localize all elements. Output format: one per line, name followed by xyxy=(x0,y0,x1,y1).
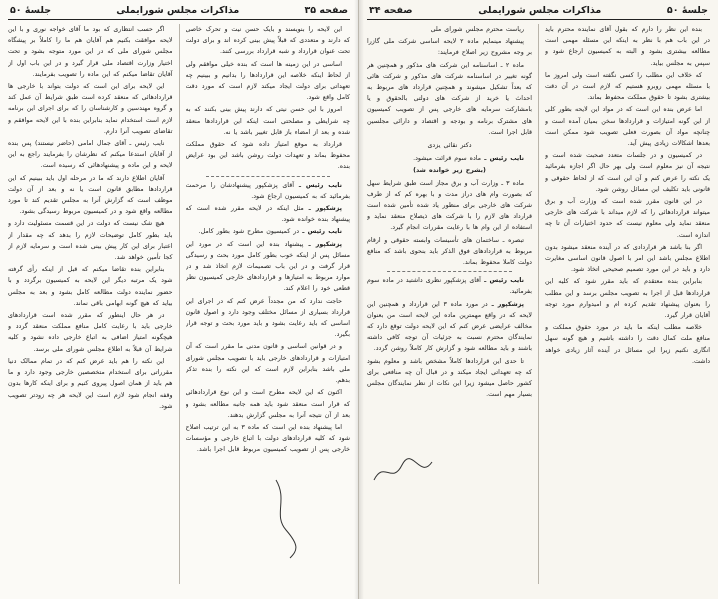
paragraph xyxy=(545,150,710,195)
paragraph-text: تبصره ـ ساختمان های تأسیسات وابسته حقوقی و ارقام مربوط به قراردادهای فوق الذکر باید بنحوی باشد که منافع دولت کاملا محفوظ بماند. xyxy=(367,236,532,267)
paragraph xyxy=(186,226,351,237)
speaker-name: پزشکپور ـ xyxy=(487,300,524,308)
paragraph xyxy=(545,104,710,149)
paragraph-text: اما عرض بنده این است که در مواد این لایحه بطور کلی از این گونه امتیازات و قراردادها سخن بمیان آمده است و چنانچه مواد آن بصورت فعلی تصویب شود ممکن است بعدها اشکالات زیادی پیش آید. xyxy=(545,106,710,148)
paragraph-text: در کمیسیون مطرح شود بطور کامل. xyxy=(198,228,300,236)
book-gutter-shadow xyxy=(354,0,364,599)
paragraph xyxy=(8,310,173,355)
paragraph-text: آقای پزشکپور پیشنهادشان را مرحمت بفرمائید که به کمیسیون ارجاع شود. xyxy=(185,181,350,200)
paragraph xyxy=(8,173,173,218)
paragraph xyxy=(545,322,710,367)
paragraph xyxy=(545,70,710,104)
paragraph xyxy=(186,104,351,138)
paragraph xyxy=(186,296,351,341)
page-header xyxy=(367,4,710,20)
stage-note xyxy=(367,165,532,176)
paragraph-text: نایب رئیس ـ آقای جمال امامی (حاضر نیستند) پس بنده از آقایان استدعا میکنم که نظرشان را بفرمایند راجع به این لایحه و این ماده و پیشنهادهائی که رسیده است. xyxy=(8,140,173,170)
paragraph xyxy=(8,138,173,172)
paragraph-text: که خلاف این مطلب را کسی نگفته است ولی امروز ما با مسئله مهمی روبرو هستیم که لازم است در آن دقت بیشتری بشود تا حقوق مملکت محفوظ بماند. xyxy=(545,71,710,102)
paragraph-text: در هر حال اینطور که مقرر شده است قراردادهای خارجی باید با رعایت کامل منافع مملکت منعقد گردد و هیچگونه امتیاز اضافی به اتباع خارجی داده نشود و کلیه شرایط آن قبلاً به اطلاع مجلس شورای ملی برسد. xyxy=(8,312,173,353)
speaker-name: نایب رئیس ـ xyxy=(481,155,524,163)
paragraph xyxy=(186,139,351,173)
paragraph xyxy=(186,239,351,295)
paragraph xyxy=(8,24,173,80)
paragraph-text: امروز با این حسن نیتی که دارند پیش بینی بکنند که به چه شرایطی و مصلحتی است اینکه این قراردادها منعقد شده و بعد از امضاء باز قابل تغییر باشد یا نه. xyxy=(185,106,350,136)
paragraph-text: پیشنهاد مینمایم ماده ۲ لایحه اساسی شرکت ملی گازرا بر وجه مشروح زیر اصلاح فرمایند: xyxy=(367,38,532,57)
paragraph xyxy=(545,242,710,276)
paragraph xyxy=(545,24,710,69)
paragraph-text: این نکته را هم باید عرض کنم که در تمام ممالک دنیا مقرراتی برای استخدام متخصصین خارجی وجود دارد و ما هم باید از همان اصول پیروی کنیم و برای اینکه کارها بدون وقفه انجام شود لازم است این لایحه هر چه زودتر تصویب شود. xyxy=(8,357,173,410)
page-34 xyxy=(359,0,718,599)
paragraph-text: اگر حسب انتظاری که بود ما آقای خواجه نوری و با این لایحه موافقت بکنیم هم آقایان هم ما را کاملاً بر پیشگاه مجلس شورای ملی که در این مورد متوجه بشود و تحت اختیار وزارت اقتصاد ملی قرار گیرد و در این باب اول از آقایان تقاضا میکنم که این ماده را تصویب بفرمایند. xyxy=(8,26,173,78)
paragraph-text: (بشرح زیر خوانده شد) xyxy=(413,167,486,175)
paragraph xyxy=(367,235,532,269)
paragraph-text: در کمیسیون و در جلسات متعدد صحبت شده است و نتیجه آن نیز معلوم است ولی بهر حال اگر اجازه بفرمائید یک نکته را عرض کنم و آن این است که از لحاظ حقوقی و قانونی باید تکلیف این مسائل روشن شود. xyxy=(545,152,710,193)
paragraph xyxy=(367,275,532,297)
paragraph xyxy=(8,81,173,137)
text-column-right xyxy=(367,24,532,584)
paragraph-text: این لایحه برای این است که دولت بتواند با خارجی ها قراردادهائی که منعقد کرده است طبق شرایط آن عمل کند و گروه مهندسین و کارشناسان را که برای اجرای این برنامه لازم است استخدام نماید بنابراین بنده با این لایحه موافقم و تقاضای تصویب آنرا دارم. xyxy=(8,83,173,135)
text-columns xyxy=(367,24,710,584)
speaker-name: نایب رئیس ـ xyxy=(294,181,342,189)
text-column-left xyxy=(545,24,710,584)
paragraph xyxy=(545,276,710,321)
paragraph-text: بنده این نظر را دارم که بقول آقای نماینده محترم باید در این باب هم با نظر به اینکه این مسئله مهمی است مطالعه بیشتری بشود و البته به کمیسیون ارجاع شود و سپس به مجلس بیاید. xyxy=(545,26,710,67)
section-rule xyxy=(206,176,331,177)
paragraph-text: ماده ۳ ـ وزارت آب و برق مجاز است طبق شرایط سهل که بصورت وام های دراز مدت و با بهره کم که از طرف شرکت های خارجی برای منظور یاد شده تأمین شده است قرارداد های لازم را با شرکت های ذیصلاح منعقد نماید و استفاده از این وام ها با رعایت مقررات انجام گیرد. xyxy=(367,179,532,232)
paragraph xyxy=(8,356,173,412)
text-columns xyxy=(8,24,350,584)
signature-name xyxy=(367,140,532,151)
speaker-name: پزشکپور ـ xyxy=(303,205,342,213)
paragraph-text: این لایحه را بنویسند و بایک حسن نیت و تحرک خاصی که دارند و متعددی که قبلاً پیش بینی کرده اند و برای دولت تحت عنوان قرارداد و شبه قرارداد بررسی کنند. xyxy=(185,26,350,56)
paragraph xyxy=(186,180,351,202)
paragraph xyxy=(367,36,532,58)
paragraph xyxy=(8,264,173,309)
paragraph-text: هیچ شک نیست که دولت در این قسمت مسئولیت دارد و باید بطور کامل توضیحات لازم را بدهد که چه مقدار از اعتبار برای این کار پیش بینی شده است و سرمایه لازم از کجا تأمین خواهد شد. xyxy=(8,220,173,262)
paragraph-text: حاجت ندارد که من مجدداً عرض کنم که در اجرای این قرارداد بسیاری از مسائل مختلف وجود دارد و اصول قانون اساسی که باید رعایت بشود و باید مورد بحث و توجه قرار بگیرد. xyxy=(185,297,350,339)
paragraph xyxy=(186,59,351,104)
paragraph-text: و در قوانین اساسی و قانون مدنی ما مقرر است که آن امتیازات و قراردادهای خارجی باید با تصویب مجلس شورای ملی باشد بنابراین لازم است که این نکته را بنده تذکر بدهم. xyxy=(185,343,350,385)
paragraph xyxy=(8,218,173,263)
speaker-name: نایب رئیس ـ xyxy=(299,228,342,236)
paragraph xyxy=(186,341,351,386)
paragraph-text: بنابراین بنده تقاضا میکنم که قبل از اینکه رأی گرفته شود یک مرتبه دیگر این لایحه به کمیسیون برگردد و با حضور نماینده دولت مطالعه کامل بشود و بعد به مجلس بیاید که هیچ گونه ابهامی باقی نماند. xyxy=(8,266,173,307)
paragraph xyxy=(367,153,532,164)
paragraph xyxy=(367,356,532,401)
text-column-right xyxy=(8,24,173,584)
speaker-name: نایب رئیس ـ xyxy=(480,277,524,285)
paragraph xyxy=(545,196,710,241)
paragraph-text: تا حدی این قراردادها کاملاً مشخص باشد و معلوم بشود که چه تعهداتی ایجاد میکند و در قبال آن چه منافعی برای کشور حاصل میشود زیرا این نکات از نظر نمایندگان مجلس بسیار مهم است. xyxy=(367,357,532,399)
paragraph xyxy=(186,387,351,421)
paragraph-text: اگر بنا باشد هر قراردادی که در آینده منعقد میشود بدون اطلاع مجلس باشد این امر با اصول قانون اساسی مغایرت دارد و باید در این مورد تصمیم صحیحی اتخاذ شود. xyxy=(545,243,710,274)
paragraph xyxy=(367,178,532,234)
paragraph-text: دکتر نقائی یزدی xyxy=(427,142,472,150)
section-rule xyxy=(387,271,512,272)
paragraph xyxy=(367,24,532,35)
paragraph xyxy=(186,203,351,225)
paragraph-text: اکنون که این لایحه مطرح است و این نوع قراردادهائی که قرار است منعقد شود باید همه جانبه مطالعه بشود و بعد از آن نتیجه آنرا به مجلس گزارش بدهند. xyxy=(185,389,350,419)
session-number: جلسهٔ ۵۰ xyxy=(10,5,52,16)
paragraph-text: اما پیشنهاد بنده این است که ماده ۳ به این ترتیب اصلاح شود که کلیه قراردادهای دولت با اتباع خارجی و مؤسسات خارجی پس از تصویب کمیسیون مربوط قابل اجرا باشد. xyxy=(185,423,350,454)
paragraph xyxy=(367,60,532,138)
paragraph-text: خلاصه مطلب اینکه ما باید در مورد حقوق مملکت و منافع ملت کمال دقت را داشته باشیم و هیچ گونه سهل انگاری نکنیم زیرا این مسائل در آینده آثار زیادی خواهد داشت. xyxy=(545,324,710,365)
running-title: مذاکرات مجلس شورایملی xyxy=(116,5,240,16)
column-divider xyxy=(179,24,180,584)
text-column-left xyxy=(186,24,351,584)
paragraph-text: آقای پزشکپور نظری داشتید در ماده سوم بفرمائید. xyxy=(367,277,532,296)
paragraph-text: مثل اینکه در لایحه مقرر شده است که پیشنهاد بنده خوانده شود. xyxy=(185,205,350,224)
running-title: مذاکرات مجلس شورایملی xyxy=(478,5,602,16)
paragraph-text: آقایان اطلاع دارند که ما در مرحله اول باید ببینیم که این قراردادها مطابق قانون است یا نه و بعد از آن دولت موظف است که گزارش آنرا به مجلس تقدیم کند تا مورد مطالعه واقع شود و در کمیسیون مربوط رسیدگی بشود. xyxy=(8,174,173,216)
paragraph-text: ماده سوم قرائت میشود. xyxy=(413,155,482,163)
paragraph xyxy=(186,422,351,456)
paragraph-text: بنابراین بنده معتقدم که باید مقرر شود که کلیه این قراردادها قبل از اجرا به تصویب مجلس برسد و این مطلب را بعنوان پیشنهاد تقدیم کرده ام و امیدوارم مورد توجه آقایان قرار گیرد. xyxy=(545,278,710,320)
paragraph xyxy=(186,24,351,58)
paragraph-text: اساسی در این زمینه ها است که بنده خیلی موافقم ولی از لحاظ اینکه خلاصه این قراردادها را بدانیم و ببینیم چه تعهداتی برای دولت ایجاد میکند لازم است که مورد دقت کامل واقع شود. xyxy=(185,60,350,102)
page-number: صفحه ۳۴ xyxy=(369,5,413,16)
paragraph-text: ریاست محترم مجلس شورای ملی xyxy=(430,26,524,33)
speaker-name: پزشکپور ـ xyxy=(303,240,342,248)
paragraph-text: پیشنهاد بنده این است که در مورد این مسائل پس از اینکه خوب بطور کامل مورد بحث و رسیدگی قرار گرفت و در این باب تصمیمات لازم اتخاذ شد و در موارد مربوط به امتیازها و قراردادهای خارجی کمیسیون نظر قطعی خود را اعلام کند. xyxy=(185,240,350,293)
session-number: جلسهٔ ۵۰ xyxy=(666,5,708,16)
paragraph xyxy=(367,299,532,355)
paragraph-text: در مورد ماده ۳ این قرارداد و همچنین این لایحه که در واقع مهمترین ماده این لایحه است من بعنوان مخالف عرایضی عرض کنم که این لایحه دولت توقع دارد که نمایندگان محترم نسبت به جزئیات آن توجه کافی داشته باشند و باید مطالعه شود و گزارش کار کاملاً روشن گردد. xyxy=(367,300,532,353)
paragraph-text: قرارداد به موقع امتیاز داده شود که حقوق مملکت محفوظ بماند و تعهدات دولت روشن باشد این بود عرایض بنده. xyxy=(185,141,350,171)
column-divider xyxy=(538,24,539,584)
page-number: صفحه ۳۵ xyxy=(304,5,348,16)
page-header xyxy=(8,4,350,20)
paragraph-text: در این قانون مقرر شده است که وزارت آب و برق میتواند قراردادهائی را که لازم میداند با شرکت های خارجی منعقد نماید ولی معلوم نیست که حدود اختیارات آن تا چه اندازه است. xyxy=(545,198,710,239)
paragraph-text: ماده ۲ ـ اساسنامه این شرکت های مذکور و همچنین هر گونه تغییر در اساسنامه شرکت های مذکور و شرکت هائی که بعداً تشکیل میشوند و همچنین قرارداد های مربوط به احداث یا خرید از شرکت های دولتی بالحقوق و یا بامشارکت سرمایه های خارجی پس از تصویب کمیسیون های مشترک برنامه و بودجه و اقتصاد و دارائی مجلسین قابل اجرا است. xyxy=(367,61,532,136)
